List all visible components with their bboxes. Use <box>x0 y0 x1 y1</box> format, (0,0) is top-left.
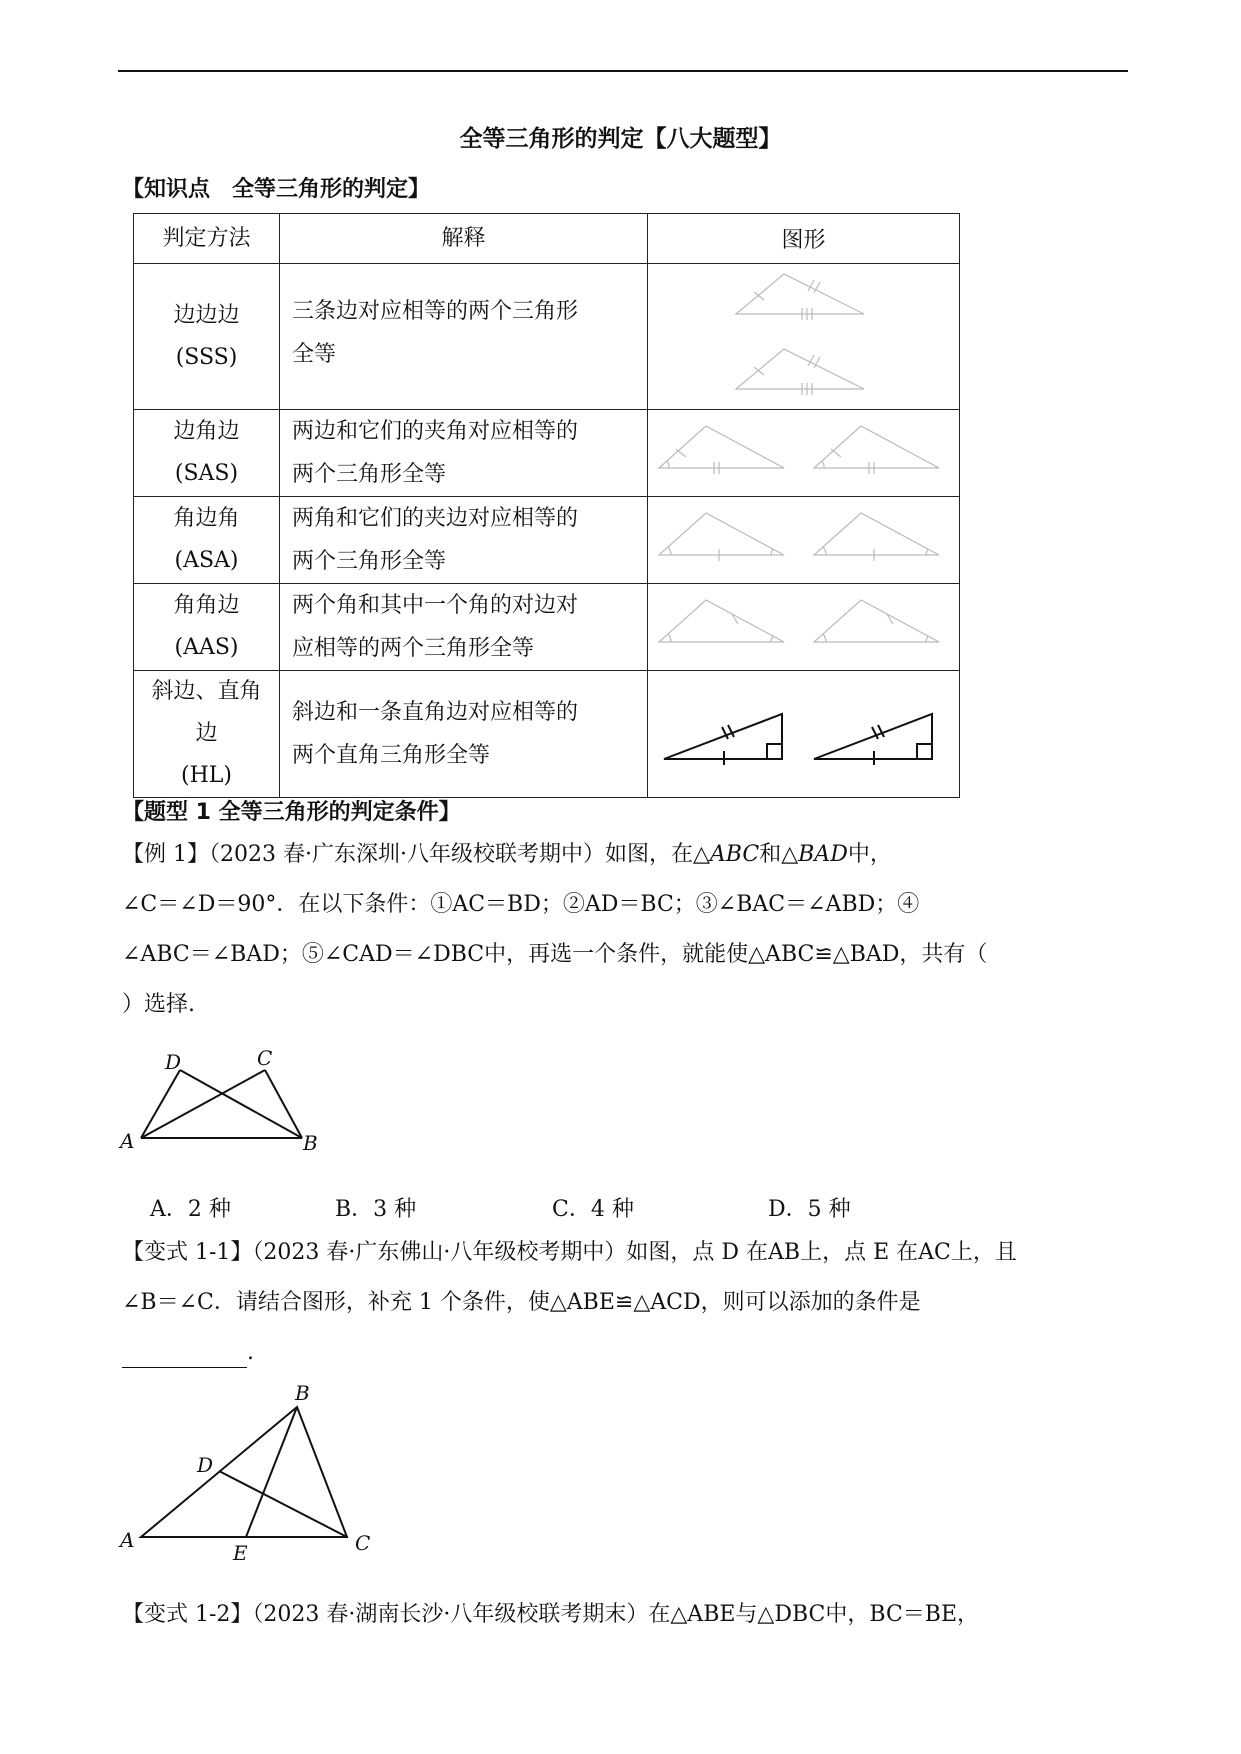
variant1-1-line1: 【变式 1-1】（2023 春·广东佛山·八年级校考期中）如图，点 D 在AB上，点 E 在AC上，且 <box>122 1240 1017 1265</box>
variant1-1-line2: ∠B＝∠C．请结合图形，补充 1 个条件，使△ABE≌△ACD，则可以添加的条件是 <box>122 1290 921 1315</box>
document-title: 全等三角形的判定【八大题型】 <box>459 126 782 152</box>
header-rule <box>118 70 1128 72</box>
explain-cell: 两角和它们的夹边对应相等的 两个三角形全等 <box>280 497 648 584</box>
figure-cell <box>648 671 960 798</box>
header-figure: 图形 <box>648 214 960 264</box>
point-d-label: D <box>197 1453 214 1477</box>
example1-figure <box>115 1045 330 1160</box>
method-cell: 边边边 (SSS) <box>134 264 280 410</box>
figure-cell <box>648 584 960 671</box>
table-row <box>134 410 960 497</box>
example1-line4: ）选择. <box>122 992 195 1017</box>
sas-triangles-figure <box>654 413 954 493</box>
table-row <box>134 671 960 798</box>
example1-line1: 【例 1】（2023 春·广东深圳·八年级校联考期中）如图，在△ABC和△BAD中， <box>122 842 892 867</box>
point-b-label: B <box>303 1131 318 1155</box>
explain-cell: 斜边和一条直角边对应相等的 两个直角三角形全等 <box>280 671 648 798</box>
header-explain: 解释 <box>280 214 648 264</box>
explain-cell: 两个角和其中一个角的对边对 应相等的两个三角形全等 <box>280 584 648 671</box>
table-row <box>134 584 960 671</box>
sss-triangles-figure <box>654 267 954 407</box>
variant1-1-line3: . <box>122 1338 254 1368</box>
point-b-label: B <box>295 1381 310 1405</box>
hl-right-triangles-figure <box>654 689 954 779</box>
aas-triangles-figure <box>654 587 954 667</box>
example1-line2: ∠C＝∠D＝90°．在以下条件：①AC＝BD；②AD＝BC；③∠BAC＝∠ABD；④ <box>122 892 920 917</box>
knowledge-heading: 【知识点 全等三角形的判定】 <box>122 177 431 202</box>
table-header-row <box>134 214 960 264</box>
table-row <box>134 264 960 410</box>
figure-cell <box>648 264 960 410</box>
figure-cell <box>648 497 960 584</box>
point-a-label: A <box>120 1129 135 1153</box>
answer-blank[interactable] <box>122 1345 247 1368</box>
example1-line3: ∠ABC＝∠BAD；⑤∠CAD＝∠DBC中，再选一个条件，就能使△ABC≌△BAD，共有（ <box>122 942 988 967</box>
explain-cell: 三条边对应相等的两个三角形 全等 <box>280 264 648 410</box>
explain-cell: 两边和它们的夹角对应相等的 两个三角形全等 <box>280 410 648 497</box>
point-a-label: A <box>120 1528 135 1552</box>
option-b: B．3 种 <box>335 1197 417 1222</box>
variant1-1-figure <box>115 1372 375 1562</box>
method-cell: 边角边 (SAS) <box>134 410 280 497</box>
criteria-table <box>133 213 960 798</box>
variant1-2-line1: 【变式 1-2】（2023 春·湖南长沙·八年级校联考期末）在△ABE与△DBC中，BC＝BE， <box>122 1602 980 1627</box>
point-d-label: D <box>165 1050 182 1074</box>
point-e-label: E <box>233 1541 248 1562</box>
option-a: A．2 种 <box>150 1197 231 1222</box>
header-method: 判定方法 <box>134 214 280 264</box>
figure-cell <box>648 410 960 497</box>
method-cell: 角边角 (ASA) <box>134 497 280 584</box>
option-d: D．5 种 <box>768 1197 851 1222</box>
asa-triangles-figure <box>654 500 954 580</box>
option-c: C．4 种 <box>552 1197 634 1222</box>
method-cell: 斜边、直角 边 (HL) <box>134 671 280 798</box>
type1-heading: 【题型 1 全等三角形的判定条件】 <box>122 800 461 825</box>
point-c-label: C <box>257 1046 273 1070</box>
point-c-label: C <box>355 1531 371 1555</box>
method-cell: 角角边 (AAS) <box>134 584 280 671</box>
table-row <box>134 497 960 584</box>
